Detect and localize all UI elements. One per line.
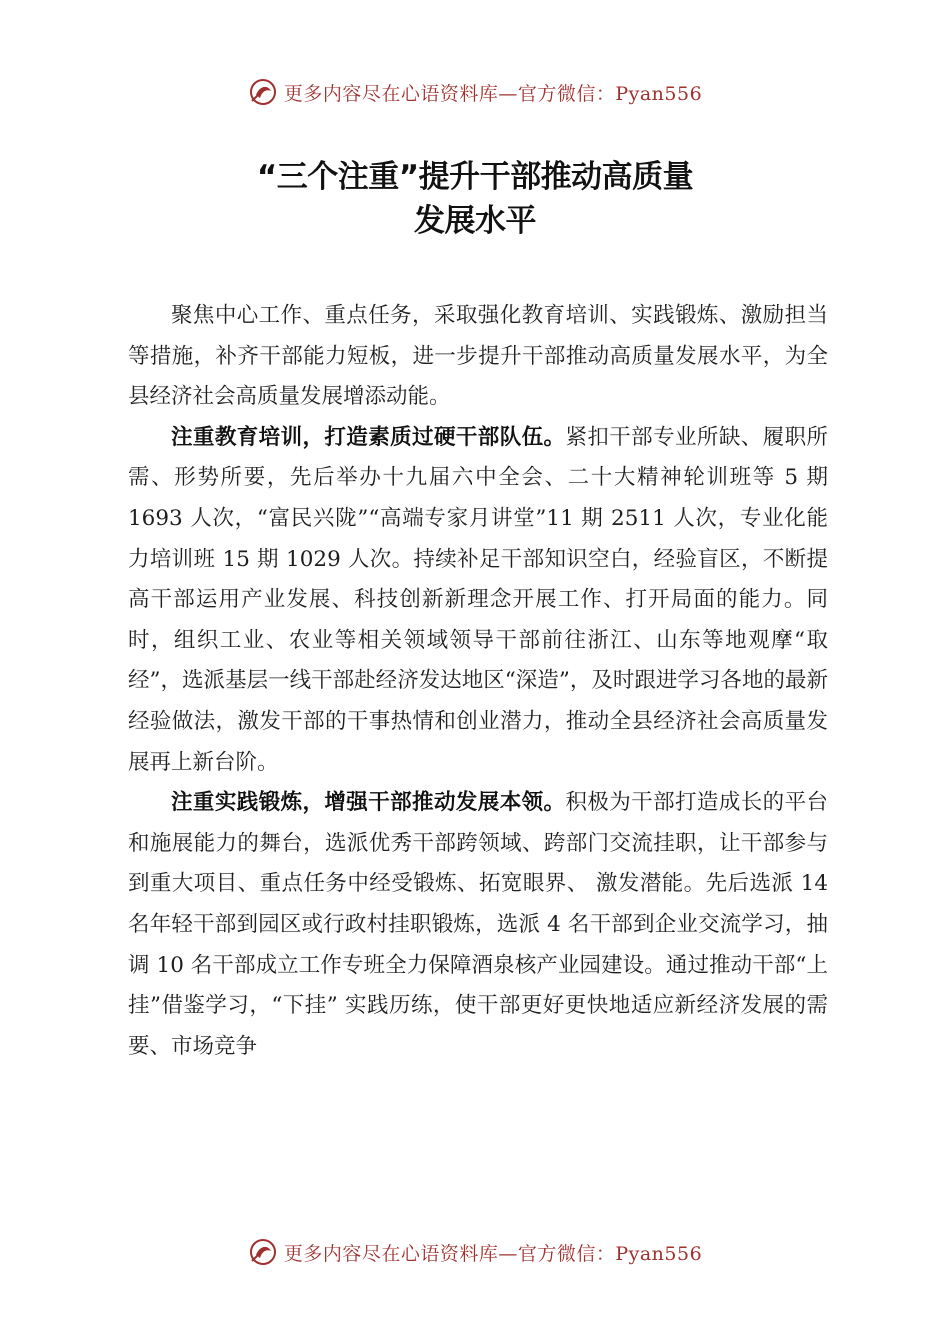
watermark-logo-icon bbox=[248, 77, 278, 107]
watermark-logo-icon bbox=[248, 1237, 278, 1267]
watermark-footer bbox=[0, 1232, 950, 1272]
paragraph-text: 紧扣干部专业所缺、履职所需、形势所要，先后举办十九届六中全会、二十大精神轮训班等 5 期 1693 人次，“富民兴陇”“高端专家月讲堂”11 期 2511 人次，专业化能力培训班 15 期 1029 人次。持续补足干部知识空白，经验盲区，不断提高干部运用产业发展、科技创新新理念开展工作、打开局面的能力。同时，组织工业、农业等相关领域领导干部前往浙江、山东等地观摩“取经”，选派基层一线干部赴经济发达地区“深造”，及时跟进学习各地的最新经验做法，激发干部的干事热情和创业潜力，推动全县经济社会高质量发展再上新台阶。 bbox=[128, 424, 828, 775]
paragraph-education-training bbox=[128, 418, 828, 783]
paragraph-text: 聚焦中心工作、重点任务，采取强化教育培训、实践锻炼、激励担当等措施，补齐干部能力短板，进一步提升干部推动高质量发展水平，为全县经济社会高质量发展增添动能。 bbox=[128, 303, 828, 410]
paragraph-practice-training bbox=[128, 783, 828, 1067]
watermark-text: 更多内容尽在心语资料库—官方微信：Pyan556 bbox=[283, 82, 703, 105]
document-title bbox=[0, 155, 950, 243]
watermark-text: 更多内容尽在心语资料库—官方微信：Pyan556 bbox=[283, 1242, 703, 1265]
title-line-1: “三个注重”提升干部推动高质量 bbox=[256, 159, 694, 195]
title-line-2: 发展水平 bbox=[414, 203, 536, 239]
paragraph-heading: 注重实践锻炼，增强干部推动发展本领。 bbox=[171, 790, 566, 816]
paragraph-intro bbox=[128, 296, 828, 418]
paragraph-text: 积极为干部打造成长的平台和施展能力的舞台，选派优秀干部跨领域、跨部门交流挂职，让干部参与到重大项目、重点任务中经受锻炼、拓宽眼界、 激发潜能。先后选派 14 名年轻干部到园区或行政村挂职锻炼，选派 4 名干部到企业交流学习，抽调 10 名干部成立工作专班全力保障酒泉核产业园建设。通过推动干部“上挂”借鉴学习，“下挂” 实践历练，使干部更好更快地适应新经济发展的需要、市场竞争 bbox=[128, 790, 828, 1059]
watermark-header bbox=[0, 72, 950, 112]
paragraph-heading: 注重教育培训，打造素质过硬干部队伍。 bbox=[171, 424, 566, 450]
document-body bbox=[128, 296, 828, 1067]
